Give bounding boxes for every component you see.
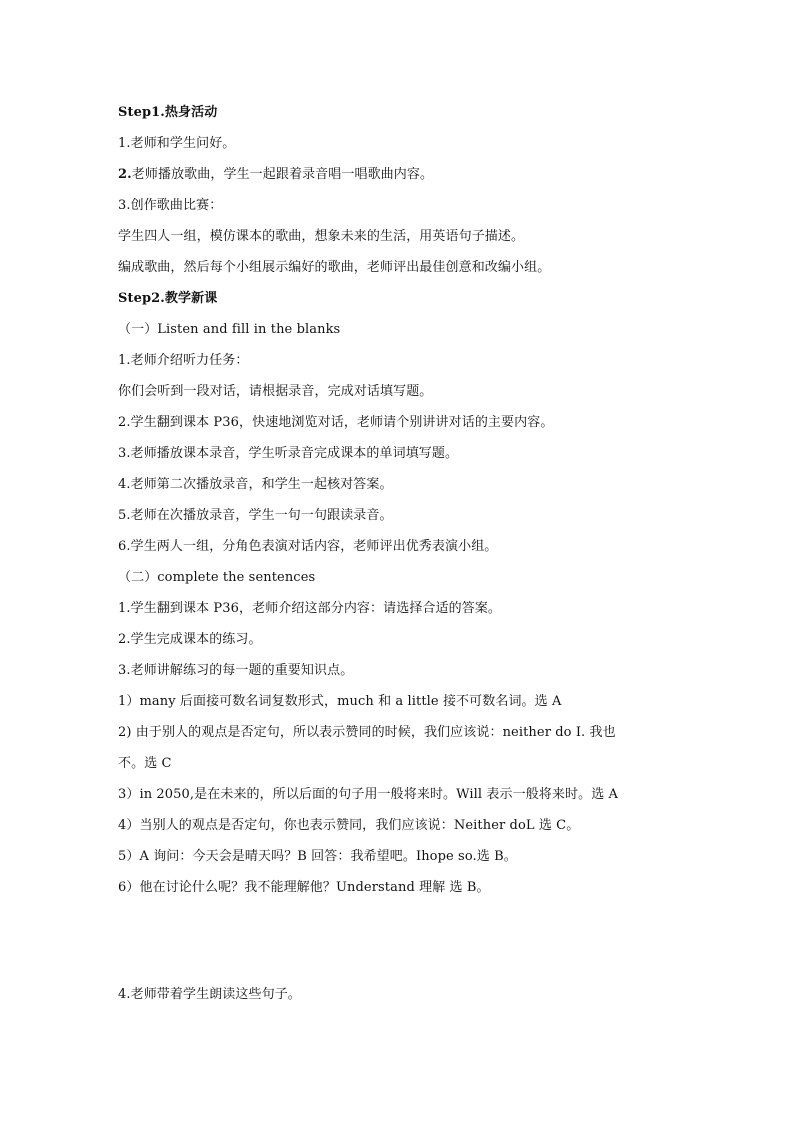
part1-line-1: 1.老师介绍听力任务： bbox=[118, 353, 249, 368]
answer-4: 4）当别人的观点是否定句，你也表示赞同，我们应该说：Neither doL 选 C。 bbox=[118, 818, 580, 833]
step1-line-1: 1.老师和学生问好。 bbox=[118, 136, 236, 151]
step1-line-5: 编成歌曲，然后每个小组展示编好的歌曲，老师评出最佳创意和改编小组。 bbox=[118, 260, 551, 275]
part2-line-2: 2.学生完成课本的练习。 bbox=[118, 632, 262, 647]
answer-2-continued: 不。选 C bbox=[118, 756, 172, 771]
part1-line-5: 4.老师第二次播放录音，和学生一起核对答案。 bbox=[118, 477, 393, 492]
part2-line-4: 4.老师带着学生朗读这些句子。 bbox=[118, 987, 301, 1002]
part2-line-3: 3.老师讲解练习的每一题的重要知识点。 bbox=[118, 663, 354, 678]
answer-2: 2) 由于别人的观点是否定句，所以表示赞同的时候，我们应该说：neither do I. 我也 bbox=[118, 725, 616, 740]
part1-line-3: 2.学生翻到课本 P36，快速地浏览对话，老师请个别讲讲对话的主要内容。 bbox=[118, 415, 554, 430]
part1-line-7: 6.学生两人一组，分角色表演对话内容，老师评出优秀表演小组。 bbox=[118, 539, 498, 554]
step1-line-4: 学生四人一组，模仿课本的歌曲，想象未来的生活，用英语句子描述。 bbox=[118, 229, 525, 244]
step1-line-3: 3.创作歌曲比赛： bbox=[118, 198, 223, 213]
step1-line-2-number: 2. bbox=[118, 167, 132, 182]
step2-heading: Step2.教学新课 bbox=[118, 291, 218, 306]
step1-heading: Step1.热身活动 bbox=[118, 105, 218, 120]
part2-line-1: 1.学生翻到课本 P36，老师介绍这部分内容：请选择合适的答案。 bbox=[118, 601, 502, 616]
answer-5: 5）A 询问：今天会是晴天吗？B 回答：我希望吧。Ihope so.选 B。 bbox=[118, 849, 517, 864]
part2-heading: （二）complete the sentences bbox=[118, 570, 316, 585]
step1-line-2 bbox=[118, 166, 433, 184]
answer-3: 3）in 2050,是在未来的，所以后面的句子用一般将来时。Will 表示一般将来时。选 A bbox=[118, 787, 619, 802]
step1-line-2-text: 老师播放歌曲，学生一起跟着录音唱一唱歌曲内容。 bbox=[131, 167, 434, 182]
part1-line-2: 你们会听到一段对话，请根据录音，完成对话填写题。 bbox=[118, 384, 433, 399]
answer-6: 6）他在讨论什么呢？我不能理解他？Understand 理解 选 B。 bbox=[118, 880, 490, 895]
part1-line-4: 3.老师播放课本录音，学生听录音完成课本的单词填写题。 bbox=[118, 446, 459, 461]
part1-line-6: 5.老师在次播放录音，学生一句一句跟读录音。 bbox=[118, 508, 393, 523]
part1-heading: （一）Listen and fill in the blanks bbox=[118, 322, 341, 337]
answer-1: 1）many 后面接可数名词复数形式，much 和 a little 接不可数名词。选 A bbox=[118, 694, 562, 709]
